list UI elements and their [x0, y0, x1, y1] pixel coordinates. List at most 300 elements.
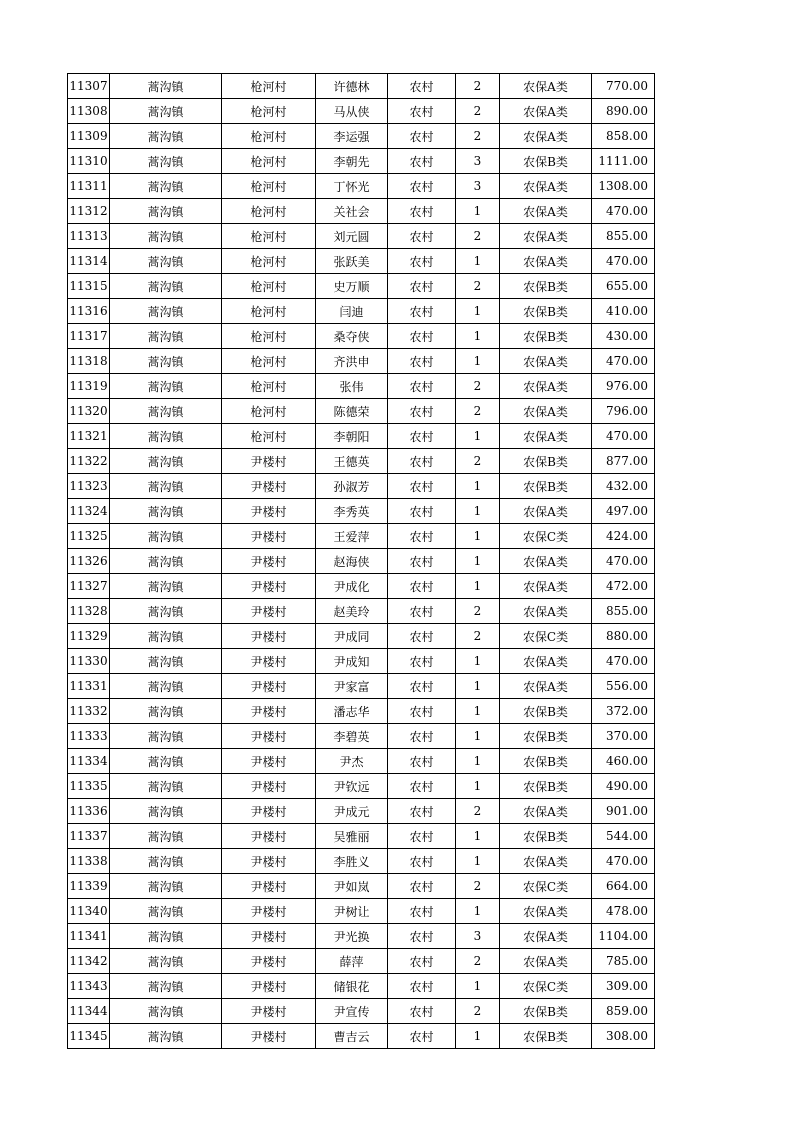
village-cell: 枪河村 — [222, 424, 316, 449]
table-row — [68, 124, 655, 149]
person-name-cell: 丁怀光 — [316, 174, 388, 199]
insurance-category-cell: 农保B类 — [500, 324, 592, 349]
town-cell: 蒿沟镇 — [110, 199, 222, 224]
person-name-cell: 尹光换 — [316, 924, 388, 949]
amount-cell: 976.00 — [592, 374, 655, 399]
record-id-cell: 11329 — [68, 624, 110, 649]
village-cell: 枪河村 — [222, 74, 316, 99]
amount-cell: 664.00 — [592, 874, 655, 899]
amount-cell: 470.00 — [592, 349, 655, 374]
household-count-cell: 1 — [456, 849, 500, 874]
person-name-cell: 尹如岚 — [316, 874, 388, 899]
residence-type-cell: 农村 — [388, 949, 456, 974]
insurance-category-cell: 农保B类 — [500, 824, 592, 849]
record-id-cell: 11342 — [68, 949, 110, 974]
town-cell: 蒿沟镇 — [110, 849, 222, 874]
amount-cell: 859.00 — [592, 999, 655, 1024]
residence-type-cell: 农村 — [388, 124, 456, 149]
village-cell: 尹楼村 — [222, 574, 316, 599]
table-row — [68, 574, 655, 599]
amount-cell: 880.00 — [592, 624, 655, 649]
person-name-cell: 张跃美 — [316, 249, 388, 274]
amount-cell: 877.00 — [592, 449, 655, 474]
amount-cell: 470.00 — [592, 249, 655, 274]
town-cell: 蒿沟镇 — [110, 1024, 222, 1049]
insurance-category-cell: 农保A类 — [500, 649, 592, 674]
record-id-cell: 11316 — [68, 299, 110, 324]
insurance-category-cell: 农保A类 — [500, 899, 592, 924]
town-cell: 蒿沟镇 — [110, 924, 222, 949]
town-cell: 蒿沟镇 — [110, 774, 222, 799]
household-count-cell: 1 — [456, 424, 500, 449]
village-cell: 尹楼村 — [222, 999, 316, 1024]
record-id-cell: 11319 — [68, 374, 110, 399]
insurance-category-cell: 农保A类 — [500, 74, 592, 99]
record-id-cell: 11315 — [68, 274, 110, 299]
record-id-cell: 11313 — [68, 224, 110, 249]
residence-type-cell: 农村 — [388, 349, 456, 374]
person-name-cell: 薛萍 — [316, 949, 388, 974]
village-cell: 尹楼村 — [222, 774, 316, 799]
record-id-cell: 11324 — [68, 499, 110, 524]
person-name-cell: 尹家富 — [316, 674, 388, 699]
table-row — [68, 924, 655, 949]
record-id-cell: 11343 — [68, 974, 110, 999]
amount-cell: 556.00 — [592, 674, 655, 699]
table-row — [68, 74, 655, 99]
insurance-category-cell: 农保A类 — [500, 799, 592, 824]
household-count-cell: 3 — [456, 174, 500, 199]
record-id-cell: 11314 — [68, 249, 110, 274]
person-name-cell: 李胜义 — [316, 849, 388, 874]
table-row — [68, 274, 655, 299]
record-id-cell: 11308 — [68, 99, 110, 124]
residence-type-cell: 农村 — [388, 624, 456, 649]
residence-type-cell: 农村 — [388, 699, 456, 724]
person-name-cell: 闫迪 — [316, 299, 388, 324]
residence-type-cell: 农村 — [388, 749, 456, 774]
village-cell: 尹楼村 — [222, 549, 316, 574]
town-cell: 蒿沟镇 — [110, 424, 222, 449]
record-id-cell: 11323 — [68, 474, 110, 499]
household-count-cell: 3 — [456, 924, 500, 949]
amount-cell: 470.00 — [592, 424, 655, 449]
insurance-category-cell: 农保C类 — [500, 624, 592, 649]
table-row — [68, 424, 655, 449]
village-cell: 尹楼村 — [222, 599, 316, 624]
residence-type-cell: 农村 — [388, 224, 456, 249]
town-cell: 蒿沟镇 — [110, 349, 222, 374]
insurance-category-cell: 农保A类 — [500, 424, 592, 449]
amount-cell: 460.00 — [592, 749, 655, 774]
record-id-cell: 11339 — [68, 874, 110, 899]
household-count-cell: 2 — [456, 399, 500, 424]
residence-type-cell: 农村 — [388, 849, 456, 874]
record-id-cell: 11344 — [68, 999, 110, 1024]
table-row — [68, 499, 655, 524]
table-row — [68, 724, 655, 749]
household-count-cell: 2 — [456, 624, 500, 649]
person-name-cell: 陈德荣 — [316, 399, 388, 424]
household-count-cell: 2 — [456, 224, 500, 249]
amount-cell: 470.00 — [592, 849, 655, 874]
amount-cell: 890.00 — [592, 99, 655, 124]
table-row — [68, 199, 655, 224]
town-cell: 蒿沟镇 — [110, 124, 222, 149]
village-cell: 尹楼村 — [222, 974, 316, 999]
amount-cell: 544.00 — [592, 824, 655, 849]
village-cell: 枪河村 — [222, 224, 316, 249]
record-id-cell: 11309 — [68, 124, 110, 149]
insurance-category-cell: 农保C类 — [500, 874, 592, 899]
village-cell: 尹楼村 — [222, 849, 316, 874]
record-id-cell: 11334 — [68, 749, 110, 774]
residence-type-cell: 农村 — [388, 874, 456, 899]
record-id-cell: 11321 — [68, 424, 110, 449]
town-cell: 蒿沟镇 — [110, 324, 222, 349]
person-name-cell: 赵美玲 — [316, 599, 388, 624]
record-id-cell: 11330 — [68, 649, 110, 674]
town-cell: 蒿沟镇 — [110, 674, 222, 699]
town-cell: 蒿沟镇 — [110, 274, 222, 299]
town-cell: 蒿沟镇 — [110, 949, 222, 974]
person-name-cell: 史万顺 — [316, 274, 388, 299]
record-id-cell: 11307 — [68, 74, 110, 99]
record-id-cell: 11345 — [68, 1024, 110, 1049]
village-cell: 尹楼村 — [222, 724, 316, 749]
table-row — [68, 299, 655, 324]
table-row — [68, 824, 655, 849]
household-count-cell: 1 — [456, 724, 500, 749]
amount-cell: 796.00 — [592, 399, 655, 424]
village-cell: 尹楼村 — [222, 949, 316, 974]
insurance-category-cell: 农保A类 — [500, 599, 592, 624]
record-id-cell: 11322 — [68, 449, 110, 474]
village-cell: 枪河村 — [222, 274, 316, 299]
table-row — [68, 774, 655, 799]
person-name-cell: 尹树让 — [316, 899, 388, 924]
person-name-cell: 尹成元 — [316, 799, 388, 824]
amount-cell: 372.00 — [592, 699, 655, 724]
table-row — [68, 674, 655, 699]
residence-type-cell: 农村 — [388, 549, 456, 574]
insurance-category-cell: 农保B类 — [500, 699, 592, 724]
town-cell: 蒿沟镇 — [110, 974, 222, 999]
record-id-cell: 11336 — [68, 799, 110, 824]
person-name-cell: 关社会 — [316, 199, 388, 224]
residence-type-cell: 农村 — [388, 824, 456, 849]
table-row — [68, 349, 655, 374]
residence-type-cell: 农村 — [388, 674, 456, 699]
residence-type-cell: 农村 — [388, 499, 456, 524]
town-cell: 蒿沟镇 — [110, 724, 222, 749]
amount-cell: 785.00 — [592, 949, 655, 974]
amount-cell: 855.00 — [592, 599, 655, 624]
household-count-cell: 2 — [456, 999, 500, 1024]
amount-cell: 470.00 — [592, 199, 655, 224]
data-table — [67, 73, 655, 1049]
table-row — [68, 149, 655, 174]
person-name-cell: 齐洪申 — [316, 349, 388, 374]
town-cell: 蒿沟镇 — [110, 74, 222, 99]
record-id-cell: 11340 — [68, 899, 110, 924]
town-cell: 蒿沟镇 — [110, 999, 222, 1024]
insurance-category-cell: 农保A类 — [500, 374, 592, 399]
record-id-cell: 11331 — [68, 674, 110, 699]
village-cell: 枪河村 — [222, 249, 316, 274]
insurance-category-cell: 农保B类 — [500, 774, 592, 799]
insurance-category-cell: 农保C类 — [500, 524, 592, 549]
residence-type-cell: 农村 — [388, 424, 456, 449]
village-cell: 尹楼村 — [222, 874, 316, 899]
village-cell: 尹楼村 — [222, 449, 316, 474]
amount-cell: 1308.00 — [592, 174, 655, 199]
insurance-category-cell: 农保A类 — [500, 399, 592, 424]
town-cell: 蒿沟镇 — [110, 649, 222, 674]
village-cell: 枪河村 — [222, 399, 316, 424]
insurance-category-cell: 农保A类 — [500, 549, 592, 574]
record-id-cell: 11320 — [68, 399, 110, 424]
residence-type-cell: 农村 — [388, 299, 456, 324]
insurance-category-cell: 农保A类 — [500, 349, 592, 374]
record-id-cell: 11318 — [68, 349, 110, 374]
residence-type-cell: 农村 — [388, 399, 456, 424]
household-count-cell: 2 — [456, 599, 500, 624]
amount-cell: 901.00 — [592, 799, 655, 824]
insurance-category-cell: 农保B类 — [500, 274, 592, 299]
village-cell: 枪河村 — [222, 124, 316, 149]
village-cell: 枪河村 — [222, 174, 316, 199]
residence-type-cell: 农村 — [388, 574, 456, 599]
amount-cell: 1111.00 — [592, 149, 655, 174]
record-id-cell: 11332 — [68, 699, 110, 724]
person-name-cell: 张伟 — [316, 374, 388, 399]
amount-cell: 478.00 — [592, 899, 655, 924]
insurance-category-cell: 农保B类 — [500, 149, 592, 174]
household-count-cell: 1 — [456, 974, 500, 999]
village-cell: 枪河村 — [222, 149, 316, 174]
town-cell: 蒿沟镇 — [110, 899, 222, 924]
residence-type-cell: 农村 — [388, 474, 456, 499]
person-name-cell: 曹吉云 — [316, 1024, 388, 1049]
amount-cell: 370.00 — [592, 724, 655, 749]
table-row — [68, 174, 655, 199]
record-id-cell: 11311 — [68, 174, 110, 199]
household-count-cell: 1 — [456, 774, 500, 799]
table-row — [68, 974, 655, 999]
record-id-cell: 11317 — [68, 324, 110, 349]
insurance-category-cell: 农保A类 — [500, 674, 592, 699]
village-cell: 尹楼村 — [222, 924, 316, 949]
town-cell: 蒿沟镇 — [110, 299, 222, 324]
table-row — [68, 649, 655, 674]
record-id-cell: 11335 — [68, 774, 110, 799]
household-count-cell: 1 — [456, 524, 500, 549]
table-row — [68, 474, 655, 499]
insurance-category-cell: 农保A类 — [500, 99, 592, 124]
person-name-cell: 尹成知 — [316, 649, 388, 674]
record-id-cell: 11337 — [68, 824, 110, 849]
table-row — [68, 1024, 655, 1049]
household-count-cell: 1 — [456, 699, 500, 724]
table-row — [68, 399, 655, 424]
table-row — [68, 549, 655, 574]
person-name-cell: 刘元圆 — [316, 224, 388, 249]
household-count-cell: 2 — [456, 449, 500, 474]
town-cell: 蒿沟镇 — [110, 524, 222, 549]
town-cell: 蒿沟镇 — [110, 499, 222, 524]
household-count-cell: 1 — [456, 749, 500, 774]
insurance-category-cell: 农保B类 — [500, 449, 592, 474]
table-row — [68, 374, 655, 399]
village-cell: 尹楼村 — [222, 624, 316, 649]
record-id-cell: 11338 — [68, 849, 110, 874]
person-name-cell: 王爱萍 — [316, 524, 388, 549]
person-name-cell: 李朝先 — [316, 149, 388, 174]
amount-cell: 432.00 — [592, 474, 655, 499]
household-count-cell: 2 — [456, 874, 500, 899]
table-row — [68, 874, 655, 899]
amount-cell: 470.00 — [592, 649, 655, 674]
amount-cell: 472.00 — [592, 574, 655, 599]
record-id-cell: 11328 — [68, 599, 110, 624]
town-cell: 蒿沟镇 — [110, 874, 222, 899]
table-body — [68, 74, 655, 1049]
residence-type-cell: 农村 — [388, 199, 456, 224]
record-id-cell: 11341 — [68, 924, 110, 949]
village-cell: 枪河村 — [222, 349, 316, 374]
village-cell: 尹楼村 — [222, 699, 316, 724]
household-count-cell: 2 — [456, 799, 500, 824]
household-count-cell: 1 — [456, 299, 500, 324]
village-cell: 尹楼村 — [222, 674, 316, 699]
household-count-cell: 1 — [456, 674, 500, 699]
person-name-cell: 王德英 — [316, 449, 388, 474]
insurance-category-cell: 农保A类 — [500, 224, 592, 249]
insurance-category-cell: 农保A类 — [500, 849, 592, 874]
table-row — [68, 224, 655, 249]
record-id-cell: 11326 — [68, 549, 110, 574]
village-cell: 尹楼村 — [222, 899, 316, 924]
town-cell: 蒿沟镇 — [110, 574, 222, 599]
insurance-category-cell: 农保A类 — [500, 924, 592, 949]
village-cell: 枪河村 — [222, 374, 316, 399]
household-count-cell: 2 — [456, 74, 500, 99]
residence-type-cell: 农村 — [388, 249, 456, 274]
residence-type-cell: 农村 — [388, 324, 456, 349]
amount-cell: 308.00 — [592, 1024, 655, 1049]
person-name-cell: 李朝阳 — [316, 424, 388, 449]
residence-type-cell: 农村 — [388, 1024, 456, 1049]
household-count-cell: 1 — [456, 199, 500, 224]
residence-type-cell: 农村 — [388, 649, 456, 674]
table-row — [68, 249, 655, 274]
village-cell: 枪河村 — [222, 199, 316, 224]
household-count-cell: 2 — [456, 99, 500, 124]
amount-cell: 470.00 — [592, 549, 655, 574]
household-count-cell: 1 — [456, 349, 500, 374]
table-row — [68, 599, 655, 624]
table-row — [68, 624, 655, 649]
household-count-cell: 2 — [456, 374, 500, 399]
insurance-category-cell: 农保A类 — [500, 174, 592, 199]
person-name-cell: 尹杰 — [316, 749, 388, 774]
town-cell: 蒿沟镇 — [110, 599, 222, 624]
residence-type-cell: 农村 — [388, 99, 456, 124]
record-id-cell: 11325 — [68, 524, 110, 549]
insurance-category-cell: 农保B类 — [500, 749, 592, 774]
record-id-cell: 11333 — [68, 724, 110, 749]
table-row — [68, 449, 655, 474]
village-cell: 尹楼村 — [222, 524, 316, 549]
town-cell: 蒿沟镇 — [110, 549, 222, 574]
town-cell: 蒿沟镇 — [110, 799, 222, 824]
table-row — [68, 849, 655, 874]
residence-type-cell: 农村 — [388, 974, 456, 999]
household-count-cell: 2 — [456, 274, 500, 299]
residence-type-cell: 农村 — [388, 449, 456, 474]
residence-type-cell: 农村 — [388, 774, 456, 799]
town-cell: 蒿沟镇 — [110, 449, 222, 474]
village-cell: 枪河村 — [222, 324, 316, 349]
household-count-cell: 1 — [456, 324, 500, 349]
town-cell: 蒿沟镇 — [110, 249, 222, 274]
residence-type-cell: 农村 — [388, 924, 456, 949]
household-count-cell: 2 — [456, 949, 500, 974]
town-cell: 蒿沟镇 — [110, 624, 222, 649]
residence-type-cell: 农村 — [388, 174, 456, 199]
town-cell: 蒿沟镇 — [110, 749, 222, 774]
amount-cell: 410.00 — [592, 299, 655, 324]
household-count-cell: 1 — [456, 899, 500, 924]
residence-type-cell: 农村 — [388, 724, 456, 749]
amount-cell: 855.00 — [592, 224, 655, 249]
person-name-cell: 尹宣传 — [316, 999, 388, 1024]
record-id-cell: 11312 — [68, 199, 110, 224]
insurance-category-cell: 农保A类 — [500, 949, 592, 974]
household-count-cell: 1 — [456, 574, 500, 599]
residence-type-cell: 农村 — [388, 74, 456, 99]
village-cell: 尹楼村 — [222, 499, 316, 524]
amount-cell: 430.00 — [592, 324, 655, 349]
table-row — [68, 524, 655, 549]
insurance-category-cell: 农保B类 — [500, 1024, 592, 1049]
person-name-cell: 许德林 — [316, 74, 388, 99]
table-row — [68, 99, 655, 124]
town-cell: 蒿沟镇 — [110, 99, 222, 124]
town-cell: 蒿沟镇 — [110, 374, 222, 399]
amount-cell: 309.00 — [592, 974, 655, 999]
record-id-cell: 11310 — [68, 149, 110, 174]
town-cell: 蒿沟镇 — [110, 699, 222, 724]
insurance-category-cell: 农保A类 — [500, 574, 592, 599]
person-name-cell: 尹成化 — [316, 574, 388, 599]
table-row — [68, 949, 655, 974]
table-row — [68, 324, 655, 349]
household-count-cell: 1 — [456, 549, 500, 574]
village-cell: 尹楼村 — [222, 824, 316, 849]
town-cell: 蒿沟镇 — [110, 474, 222, 499]
household-count-cell: 1 — [456, 499, 500, 524]
residence-type-cell: 农村 — [388, 899, 456, 924]
village-cell: 尹楼村 — [222, 474, 316, 499]
person-name-cell: 赵海侠 — [316, 549, 388, 574]
table-row — [68, 749, 655, 774]
amount-cell: 497.00 — [592, 499, 655, 524]
person-name-cell: 尹成同 — [316, 624, 388, 649]
household-count-cell: 3 — [456, 149, 500, 174]
insurance-category-cell: 农保B类 — [500, 299, 592, 324]
